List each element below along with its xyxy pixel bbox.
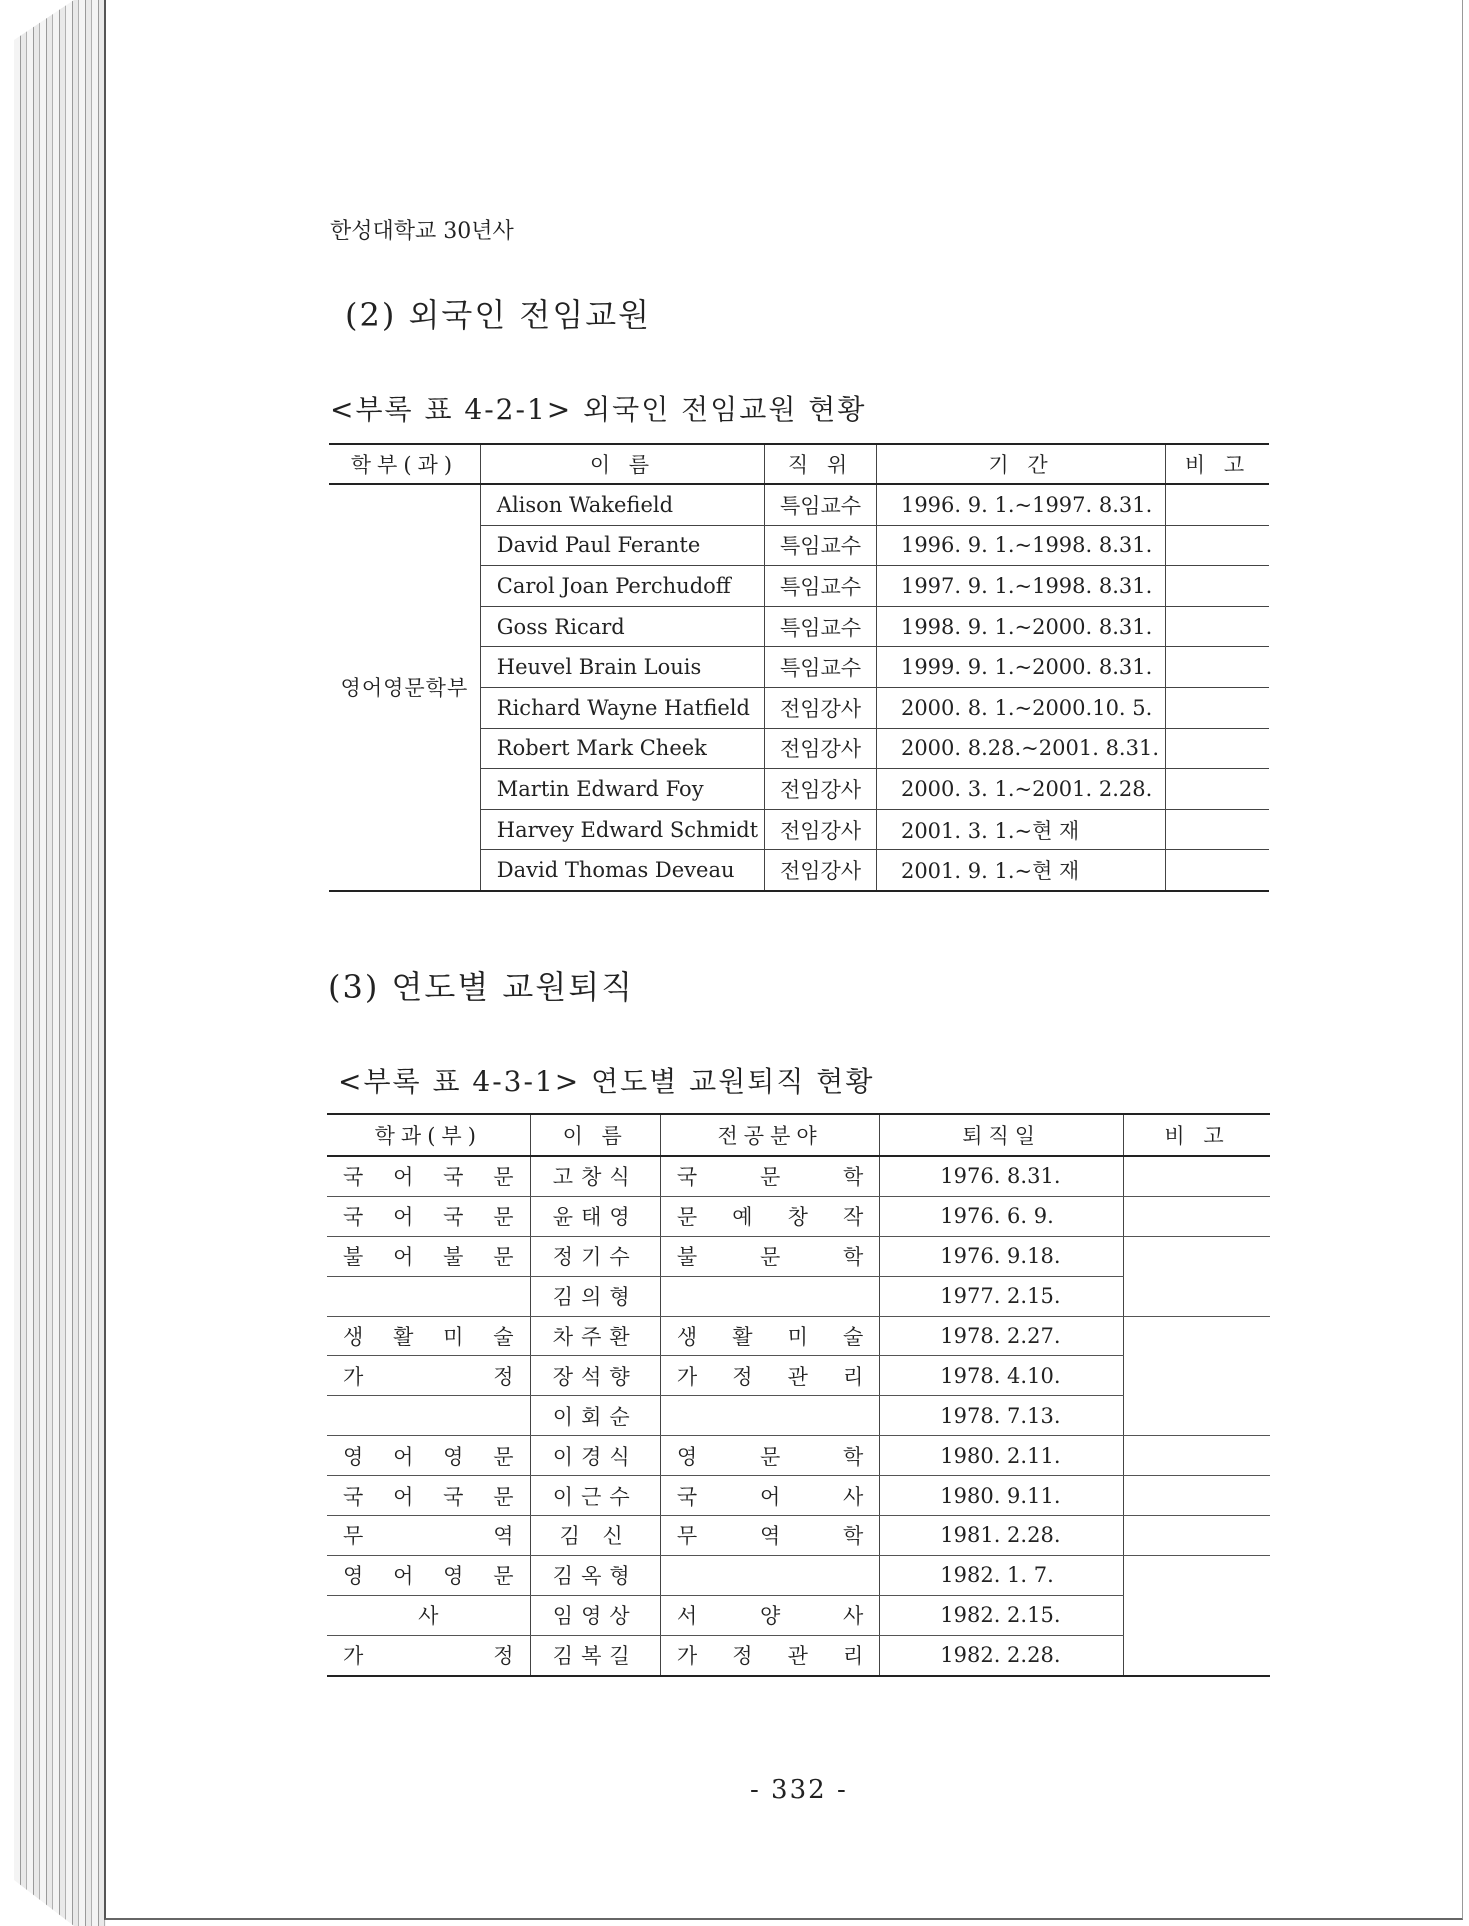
page-number: - 332 -	[750, 1775, 848, 1805]
char-segment: 문	[493, 1165, 514, 1190]
char-segment: 양	[759, 1604, 781, 1629]
char-segment: 활	[732, 1325, 753, 1349]
remarks-cell	[1166, 728, 1269, 769]
field-cell-text	[677, 1201, 863, 1231]
remarks-cell	[1124, 1196, 1270, 1236]
retire-date-cell: 1977. 2.15.	[880, 1276, 1124, 1316]
name-cell: 정기수	[530, 1236, 660, 1276]
char-segment: 예	[732, 1205, 753, 1230]
department-cell	[327, 1476, 530, 1516]
retire-date-cell: 1980. 9.11.	[880, 1476, 1124, 1516]
department-cell-text	[343, 1321, 514, 1351]
char-segment: 어	[759, 1484, 781, 1509]
char-segment: 국	[343, 1165, 364, 1190]
remarks-cell	[1166, 484, 1269, 525]
name-cell: Richard Wayne Hatfield	[480, 687, 764, 728]
header-department: 학과(부)	[327, 1114, 530, 1156]
char-segment: 어	[393, 1205, 414, 1230]
char-segment: 미	[443, 1325, 464, 1349]
field-cell-text	[677, 1161, 863, 1191]
period-cell: 1996. 9. 1.~1997. 8.31.	[876, 484, 1165, 525]
char-segment: 생	[343, 1325, 364, 1349]
position-cell: 전임강사	[765, 687, 877, 728]
remarks-cell	[1166, 809, 1269, 850]
remarks-cell	[1166, 687, 1269, 728]
department-cell	[327, 1236, 530, 1276]
period-cell: 2001. 9. 1.~현 재	[876, 850, 1165, 891]
char-segment: 정	[493, 1364, 514, 1389]
char-segment: 학	[842, 1165, 864, 1190]
char-segment: 문	[676, 1205, 698, 1230]
char-segment: 가	[676, 1644, 698, 1669]
field-cell	[660, 1196, 879, 1236]
char-segment: 사	[842, 1484, 864, 1509]
department-cell-text	[343, 1640, 514, 1670]
period-cell: 2000. 8.28.~2001. 8.31.	[876, 728, 1165, 769]
char-segment: 문	[759, 1245, 781, 1270]
char-segment: 영	[343, 1564, 364, 1589]
header-position: 직 위	[765, 444, 877, 484]
name-cell: 이근수	[530, 1476, 660, 1516]
remarks-cell	[1124, 1635, 1270, 1675]
char-segment: 국	[343, 1484, 364, 1509]
department-cell	[327, 1436, 530, 1476]
remarks-cell	[1166, 769, 1269, 810]
char-segment: 역	[493, 1524, 514, 1549]
table-row	[327, 1236, 1270, 1276]
name-cell: 차주환	[530, 1316, 660, 1356]
field-cell-text	[677, 1321, 863, 1351]
char-segment: 영	[676, 1444, 698, 1469]
char-segment: 불	[676, 1245, 698, 1270]
retire-date-cell: 1976. 6. 9.	[880, 1196, 1124, 1236]
department-cell	[327, 1276, 530, 1316]
retire-date-cell: 1982. 2.28.	[880, 1635, 1124, 1675]
period-cell: 2000. 3. 1.~2001. 2.28.	[876, 769, 1165, 810]
char-segment: 술	[493, 1325, 514, 1349]
remarks-cell	[1166, 850, 1269, 891]
name-cell: Harvey Edward Schmidt	[480, 809, 764, 850]
char-segment: 무	[343, 1524, 364, 1549]
department-cell-text	[343, 1441, 514, 1471]
retire-date-cell: 1978. 4.10.	[880, 1356, 1124, 1396]
char-segment: 리	[842, 1364, 864, 1389]
field-cell	[660, 1236, 879, 1276]
remarks-cell	[1124, 1396, 1270, 1436]
header-name: 이 름	[530, 1114, 660, 1156]
department-cell	[327, 1595, 530, 1635]
char-segment: 국	[443, 1205, 464, 1230]
header-retire-date: 퇴직일	[880, 1114, 1124, 1156]
char-segment: 서	[676, 1604, 698, 1629]
field-cell	[660, 1156, 879, 1196]
field-cell-text	[677, 1520, 863, 1550]
name-cell: 임영상	[530, 1595, 660, 1635]
remarks-cell	[1124, 1236, 1270, 1276]
char-segment: 관	[787, 1644, 808, 1669]
table-1-title: <부록 표 4-2-1> 외국인 전임교원 현황	[330, 393, 867, 426]
char-segment: 역	[759, 1524, 781, 1549]
header-name: 이 름	[480, 444, 764, 484]
char-segment: 불	[443, 1245, 464, 1270]
department-cell	[327, 1356, 530, 1396]
name-cell: 이경식	[530, 1436, 660, 1476]
char-segment: 국	[443, 1484, 464, 1509]
char-segment: 작	[842, 1205, 864, 1230]
field-cell-text	[677, 1241, 863, 1271]
table-row	[327, 1156, 1270, 1196]
char-segment: 어	[393, 1564, 414, 1589]
retire-date-cell: 1982. 1. 7.	[880, 1555, 1124, 1595]
table-row	[327, 1196, 1270, 1236]
field-cell-text	[677, 1600, 863, 1630]
remarks-cell	[1166, 525, 1269, 566]
department-cell: 영어영문학부	[329, 484, 480, 891]
char-segment: 술	[842, 1325, 864, 1349]
char-segment: 학	[842, 1245, 864, 1270]
field-cell-text	[677, 1361, 863, 1391]
table-row	[327, 1356, 1270, 1396]
section-2-title: (2) 외국인 전임교원	[345, 296, 652, 334]
char-segment: 정	[732, 1644, 753, 1669]
department-cell	[327, 1635, 530, 1675]
table-row	[329, 484, 1269, 525]
char-segment: 문	[493, 1484, 514, 1509]
field-cell	[660, 1516, 879, 1556]
char-segment: 정	[732, 1364, 753, 1389]
department-cell	[327, 1516, 530, 1556]
field-cell	[660, 1276, 879, 1316]
book-page-edges	[14, 0, 106, 1926]
retire-date-cell: 1978. 7.13.	[880, 1396, 1124, 1436]
char-segment: 학	[842, 1524, 864, 1549]
name-cell: 이회순	[530, 1396, 660, 1436]
remarks-cell	[1124, 1156, 1270, 1196]
field-cell	[660, 1476, 879, 1516]
char-segment: 가	[343, 1644, 364, 1669]
remarks-cell	[1124, 1436, 1270, 1476]
department-cell	[327, 1196, 530, 1236]
field-cell	[660, 1316, 879, 1356]
char-segment: 학	[842, 1444, 864, 1469]
char-segment: 문	[493, 1205, 514, 1230]
char-segment: 영	[443, 1444, 464, 1469]
position-cell: 특임교수	[765, 606, 877, 647]
remarks-cell	[1124, 1276, 1270, 1316]
department-cell-text	[343, 1481, 514, 1511]
field-cell	[660, 1356, 879, 1396]
running-head: 한성대학교 30년사	[330, 219, 514, 244]
retire-date-cell: 1976. 8.31.	[880, 1156, 1124, 1196]
name-cell: 윤태영	[530, 1196, 660, 1236]
department-cell-text	[343, 1560, 514, 1590]
char-segment: 국	[343, 1205, 364, 1230]
name-cell: Robert Mark Cheek	[480, 728, 764, 769]
char-segment: 어	[393, 1245, 414, 1270]
name-cell: Goss Ricard	[480, 606, 764, 647]
char-segment: 국	[676, 1484, 698, 1509]
char-segment: 문	[493, 1245, 514, 1270]
department-cell	[327, 1555, 530, 1595]
char-segment: 활	[393, 1325, 414, 1349]
header-remarks: 비 고	[1124, 1114, 1270, 1156]
name-cell: 장석향	[530, 1356, 660, 1396]
table-row	[327, 1476, 1270, 1516]
name-cell: Alison Wakefield	[480, 484, 764, 525]
table-row	[327, 1276, 1270, 1316]
char-segment: 사	[418, 1604, 439, 1629]
table-row	[327, 1635, 1270, 1675]
retire-date-cell: 1981. 2.28.	[880, 1516, 1124, 1556]
period-cell: 1998. 9. 1.~2000. 8.31.	[876, 606, 1165, 647]
department-cell-text	[343, 1161, 514, 1191]
header-remarks: 비 고	[1166, 444, 1269, 484]
department-cell-text	[343, 1201, 514, 1231]
position-cell: 특임교수	[765, 647, 877, 688]
char-segment: 어	[393, 1165, 414, 1190]
foreign-faculty-table	[329, 443, 1269, 892]
remarks-cell	[1166, 566, 1269, 607]
char-segment: 영	[443, 1564, 464, 1589]
header-period: 기 간	[876, 444, 1165, 484]
department-cell-text	[343, 1600, 514, 1630]
char-segment: 어	[393, 1444, 414, 1469]
table-header-row	[327, 1114, 1270, 1156]
field-cell	[660, 1635, 879, 1675]
retirement-table	[327, 1113, 1270, 1677]
table-header-row	[329, 444, 1269, 484]
position-cell: 특임교수	[765, 484, 877, 525]
department-cell	[327, 1156, 530, 1196]
field-cell-text	[677, 1441, 863, 1471]
remarks-cell	[1166, 606, 1269, 647]
char-segment: 관	[787, 1364, 808, 1389]
name-cell: Martin Edward Foy	[480, 769, 764, 810]
retire-date-cell: 1982. 2.15.	[880, 1595, 1124, 1635]
table-row	[327, 1555, 1270, 1595]
period-cell: 1996. 9. 1.~1998. 8.31.	[876, 525, 1165, 566]
position-cell: 전임강사	[765, 728, 877, 769]
department-cell-text	[343, 1520, 514, 1550]
char-segment: 미	[787, 1325, 808, 1349]
name-cell: 고창식	[530, 1156, 660, 1196]
name-cell: 김복길	[530, 1635, 660, 1675]
remarks-cell	[1124, 1516, 1270, 1556]
char-segment: 무	[676, 1524, 698, 1549]
char-segment: 창	[787, 1205, 808, 1230]
char-segment: 어	[393, 1484, 414, 1509]
position-cell: 전임강사	[765, 809, 877, 850]
char-segment: 영	[343, 1444, 364, 1469]
name-cell: 김의형	[530, 1276, 660, 1316]
table-2-title: <부록 표 4-3-1> 연도별 교원퇴직 현황	[338, 1065, 875, 1098]
position-cell: 전임강사	[765, 769, 877, 810]
header-department: 학부(과)	[329, 444, 480, 484]
field-cell	[660, 1396, 879, 1436]
field-cell-text	[677, 1481, 863, 1511]
period-cell: 1999. 9. 1.~2000. 8.31.	[876, 647, 1165, 688]
retire-date-cell: 1978. 2.27.	[880, 1316, 1124, 1356]
remarks-cell	[1124, 1476, 1270, 1516]
section-3-title: (3) 연도별 교원퇴직	[328, 968, 635, 1006]
field-cell-text	[677, 1640, 863, 1670]
char-segment: 문	[493, 1444, 514, 1469]
table-row	[327, 1316, 1270, 1356]
department-cell	[327, 1316, 530, 1356]
name-cell: 김옥형	[530, 1555, 660, 1595]
retire-date-cell: 1976. 9.18.	[880, 1236, 1124, 1276]
char-segment: 국	[443, 1165, 464, 1190]
remarks-cell	[1124, 1595, 1270, 1635]
char-segment: 가	[676, 1364, 698, 1389]
name-cell: Carol Joan Perchudoff	[480, 566, 764, 607]
position-cell: 특임교수	[765, 525, 877, 566]
period-cell: 2001. 3. 1.~현 재	[876, 809, 1165, 850]
period-cell: 1997. 9. 1.~1998. 8.31.	[876, 566, 1165, 607]
retire-date-cell: 1980. 2.11.	[880, 1436, 1124, 1476]
name-cell: David Paul Ferante	[480, 525, 764, 566]
department-cell-text	[343, 1241, 514, 1271]
field-cell	[660, 1595, 879, 1635]
remarks-cell	[1166, 647, 1269, 688]
name-cell: 김 신	[530, 1516, 660, 1556]
char-segment: 정	[493, 1644, 514, 1669]
char-segment: 가	[343, 1364, 364, 1389]
position-cell: 특임교수	[765, 566, 877, 607]
char-segment: 문	[493, 1564, 514, 1589]
remarks-cell	[1124, 1316, 1270, 1356]
table-row	[327, 1396, 1270, 1436]
char-segment: 사	[842, 1604, 864, 1629]
char-segment: 국	[676, 1165, 698, 1190]
position-cell: 전임강사	[765, 850, 877, 891]
char-segment: 문	[759, 1165, 781, 1190]
remarks-cell	[1124, 1356, 1270, 1396]
name-cell: David Thomas Deveau	[480, 850, 764, 891]
table-row	[327, 1516, 1270, 1556]
department-cell-text	[343, 1361, 514, 1391]
remarks-cell	[1124, 1555, 1270, 1595]
char-segment: 불	[343, 1245, 364, 1270]
name-cell: Heuvel Brain Louis	[480, 647, 764, 688]
char-segment: 문	[759, 1444, 781, 1469]
department-cell	[327, 1396, 530, 1436]
table-row	[327, 1436, 1270, 1476]
field-cell	[660, 1555, 879, 1595]
period-cell: 2000. 8. 1.~2000.10. 5.	[876, 687, 1165, 728]
header-field: 전공분야	[660, 1114, 879, 1156]
char-segment: 생	[676, 1325, 698, 1349]
table-row	[327, 1595, 1270, 1635]
field-cell	[660, 1436, 879, 1476]
char-segment: 리	[842, 1644, 864, 1669]
